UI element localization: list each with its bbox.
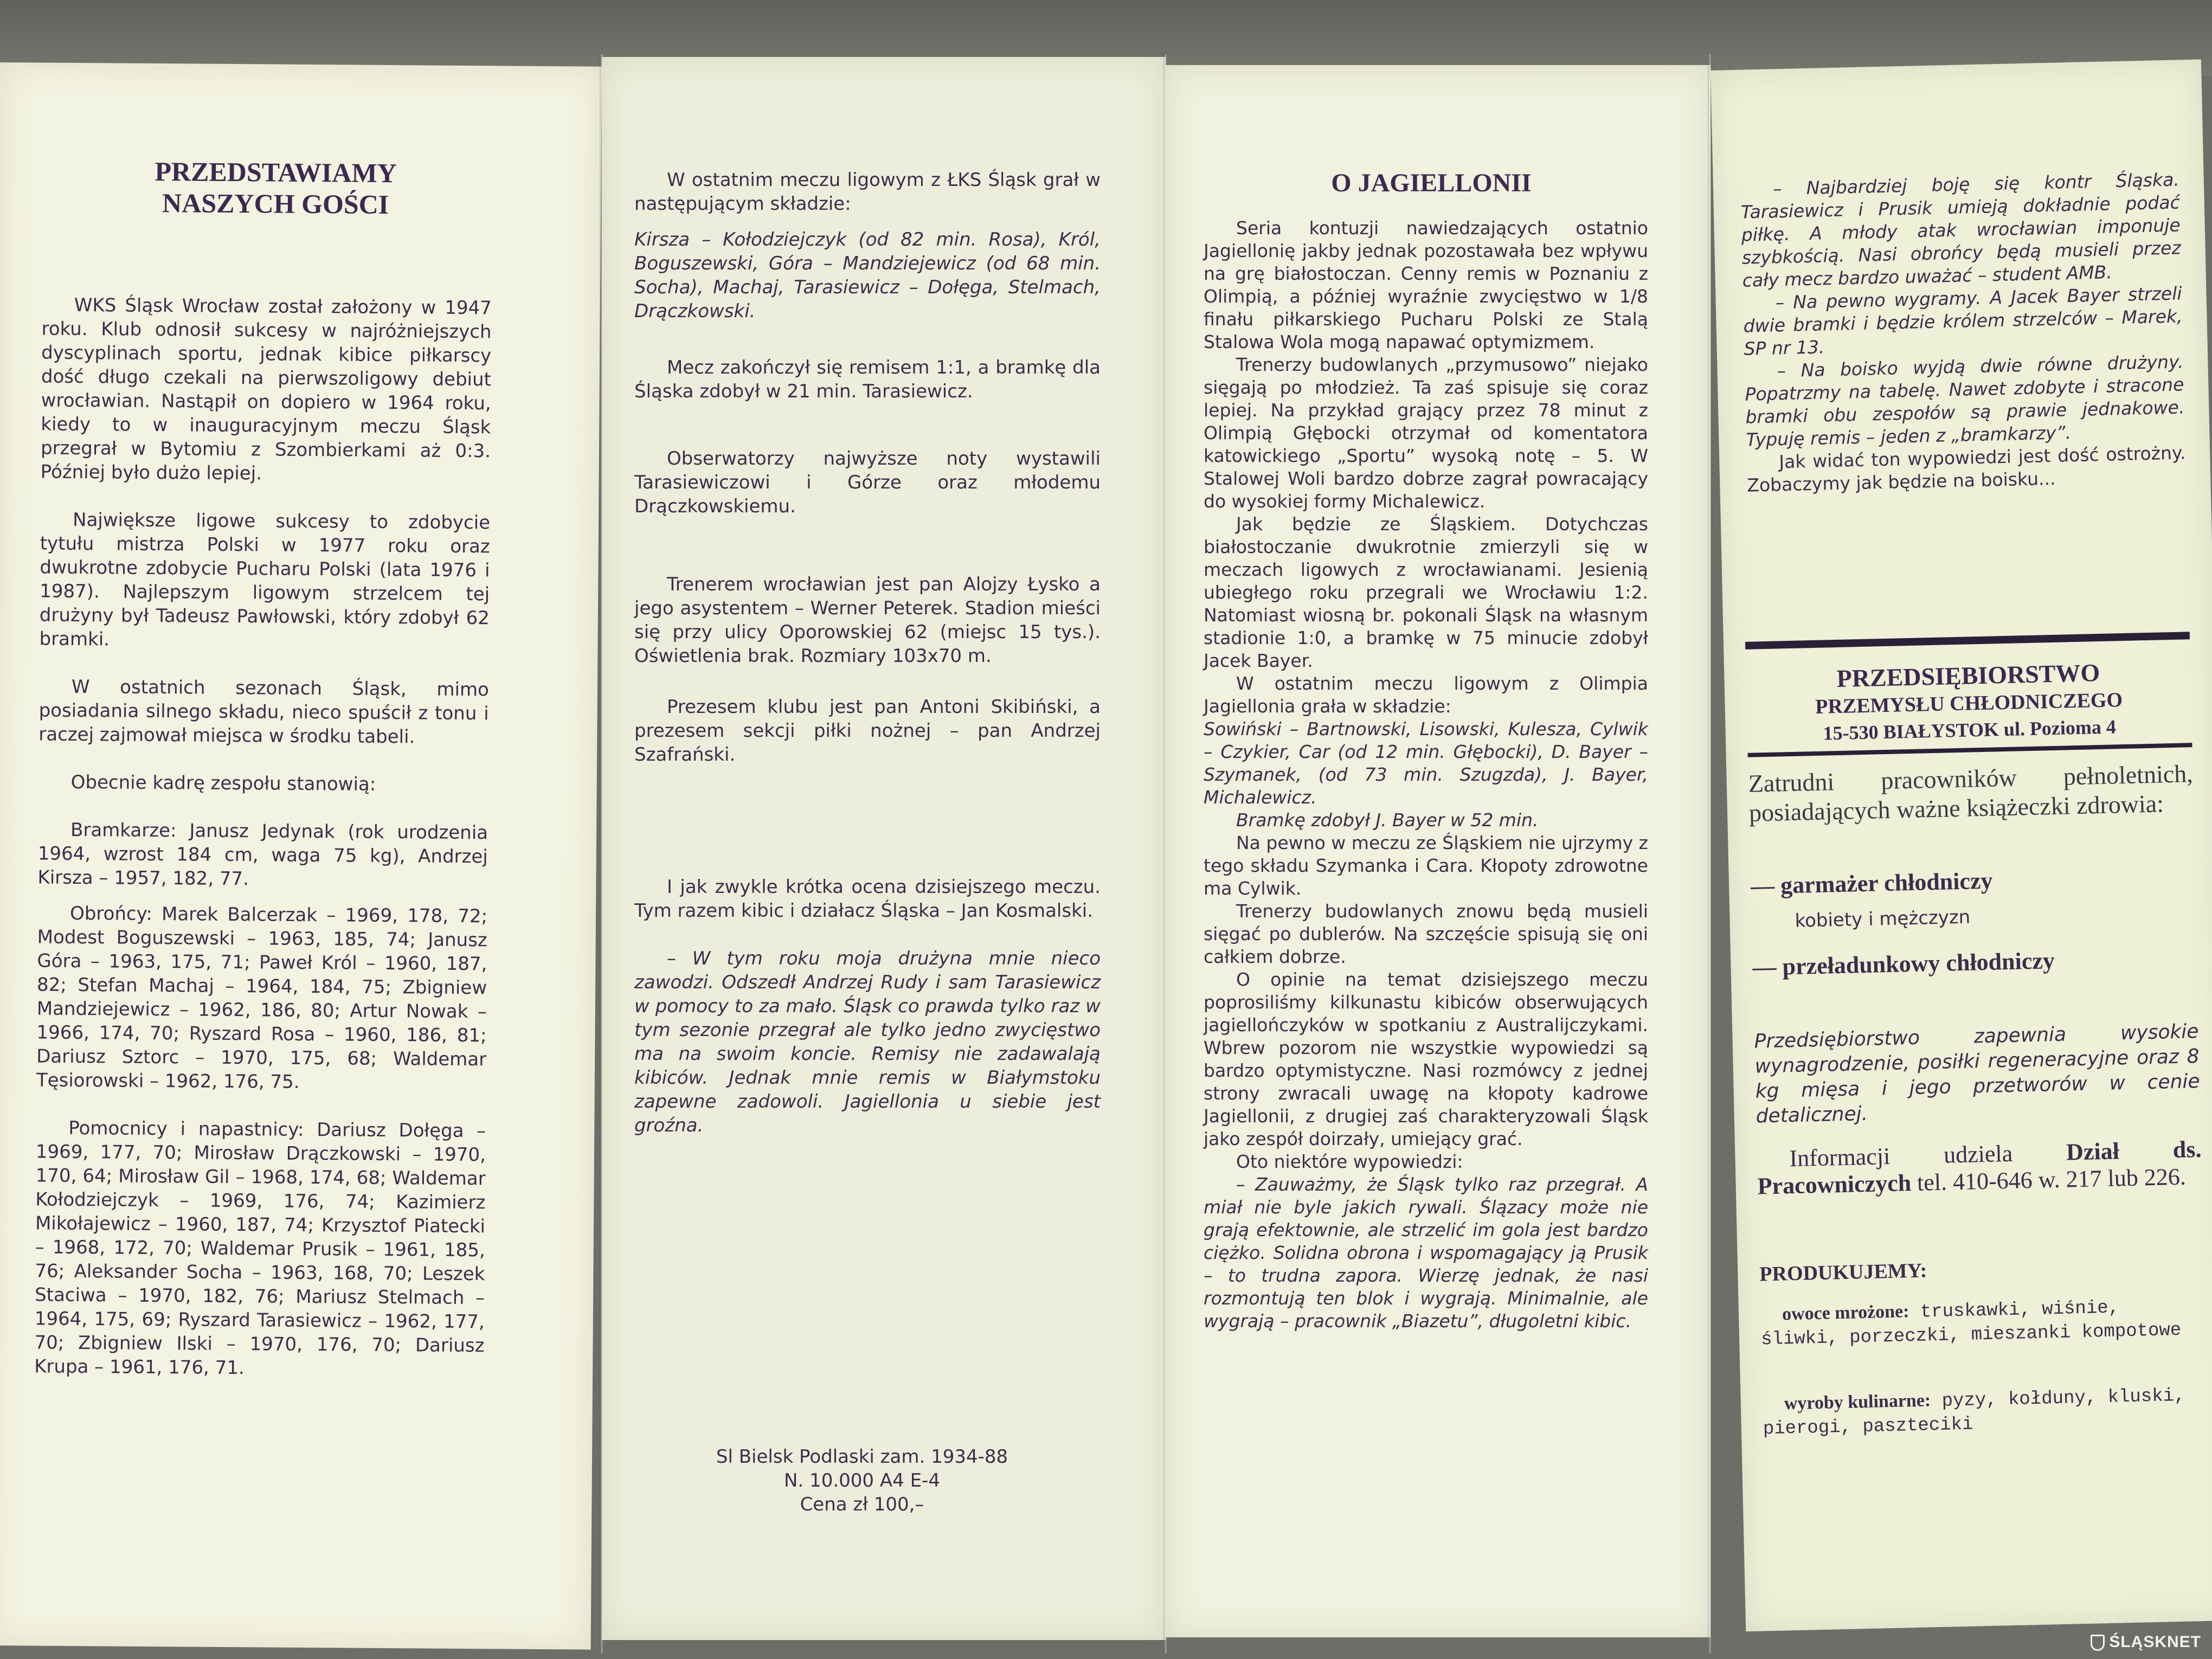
frozen-items: truskawki, wiśnie, śliwki, porzeczki, mieszanki kompotowe [1760, 1297, 2182, 1351]
head-to-head-paragraph: Jak będzie ze Śląskiem. Dotychczas białostoczanie dwukrotnie zmierzyli się w meczach ligowych z wrocławianami. Jesienią ubiegłego roku przegrali we Wrocławiu 1:2. Natomiast wiosną br. pokonali Śląsk na własnym stadionie 1:0, a bramkę w 75 minucie zdobył Jacek Bayer. [1204, 513, 1648, 671]
reserves-paragraph: Trenerzy budowlanych znowu będą musieli sięgać po dublerów. Na szczęście spisują się oni całkiem dobrze. [1204, 901, 1648, 967]
club-success-paragraph: Największe ligowe sukcesy to zdobycie tytułu mistrza Polski w 1977 roku oraz dwukrotne zdobycie Pucharu Polski (lata 1976 i 1987). Najlepszym ligowym strzelcem tej drużyny był Tadeusz Pawłowski, który zdobył 62 bramki. [39, 509, 491, 651]
best-players: Obserwatorzy najwyższe noty wystawili Tarasiewiczowi i Górze oraz młodemu Drączkowskiemu. [634, 448, 1101, 517]
goalkeepers-list: Bramkarze: Janusz Jedynak (rok urodzenia 1964, wzrost 184 cm, waga 75 kg), Andrzej Kirsza – 1957, 182, 77. [37, 819, 488, 890]
goal-scorer: Bramkę zdobył J. Bayer w 52 min. [1236, 809, 1539, 831]
coach-stadium-info: Trenerem wrocławian jest pan Alojzy Łysko a jego asystentem – Werner Peterek. Stadion mieści się przy ulicy Oporowskiej 62 (miejsc 15 tys.). Oświetlenia brak. Rozmiary 103x70 m. [634, 574, 1101, 667]
culinary-label: wyroby kulinarne: [1784, 1390, 1931, 1414]
fan-survey-paragraph: O opinie na temat dzisiejszego meczu poprosiliśmy kilkunastu kibiców obserwujących jagiellończyków w spotkaniu z Australijczykami. Wbrew pozorom nie wszystkie wypowiedzi są bardzo optymistyczne. Nasi rozmówcy z jednej strony zwracali uwagę na kłopoty kadrowe Jagiellonii, z drugiej zaś charakteryzowali Śląsk jako zespół doirzały, umiejący grać. [1204, 969, 1648, 1149]
shield-icon [2091, 1635, 2105, 1651]
fold-line [1708, 54, 1712, 1654]
ad-info-department: Dział ds. Pracowniczych [1757, 1135, 2202, 1200]
price-line: Cena zł 100,– [800, 1494, 924, 1515]
injuries-paragraph: Na pewno w meczu ze Śląskiem nie ujrzymy z tego składu Szymanka i Cara. Kłopoty zdrowotne ma Cylwik. [1204, 832, 1648, 899]
frozen-label: owoce mrożone: [1782, 1301, 1909, 1324]
slask-lineup: Kirsza – Kołodziejczyk (od 82 min. Rosa), Król, Boguszewski, Góra – Mandziejewicz (od 68 min. Socha), Machaj, Tarasiewicz – Dołęga, Stelmach, Drączkowski. [634, 229, 1101, 322]
defenders-list: Obrońcy: Marek Balcerzak – 1969, 178, 72; Modest Boguszewski – 1963, 185, 74; Janusz Góra – 1963, 175, 71; Paweł Król – 1960, 187, 82; Stefan Machaj – 1964, 184, 75; Zbigniew Mandziejewicz – 1962, 186, 80; Artur Nowak – 1966, 174, 70; Ryszard Rosa – 1960, 186, 81; Dariusz Sztorc – 1970, 175, 68; Waldemar Tęsiorowski – 1962, 176, 75. [36, 902, 488, 1093]
panel2-body [634, 168, 1101, 1161]
ad-intro: Zatrudni pracowników pełnoletnich, posiadających ważne książeczki zdrowia: [1748, 760, 2194, 827]
heading-line-1: PRZEDSTAWIAMY [155, 156, 397, 189]
job-offer-1: — garmażer chłodniczy [1750, 867, 1994, 899]
midfielders-forwards-list: Pomocnicy i napastnicy: Dariusz Dołęga – 1969, 177, 70; Mirosław Drączkowski – 1970, 170, 64; Mirosław Gil – 1968, 174, 68; Waldemar Kołodziejczyk – 1969, 176, 74; Kazimierz Mikołajewicz – 1960, 187, 74; Krzysztof Piatecki – 1968, 172, 70; Waldemar Prusik – 1961, 185, 76; Aleksander Socha – 1963, 168, 70; Leszek Staciwa – 1970, 182, 76; Mariusz Stelmach – 1964, 175, 69; Ryszard Tarasiewicz – 1962, 177, 70; Zbigniew Ilski – 1970, 176, 70; Dariusz Krupa – 1961, 176, 71. [34, 1117, 486, 1379]
panel-last-match [602, 57, 1166, 1640]
fan-quote-3: – Na pewno wygramy. A Jacek Bayer strzeli dwie bramki i będzie królem strzelców – Marek, SP nr 13. [1743, 282, 2183, 359]
print-info [672, 1445, 1052, 1516]
fan-opinion-intro: I jak zwykle krótka ocena dzisiejszego meczu. Tym razem kibic i działacz Śląska – Jan Kosmalski. [634, 876, 1101, 922]
panel-about-jagiellonia [1166, 65, 1711, 1637]
fan-quote-2: – Najbardziej boję się kontr Śląska. Tarasiewicz i Prusik umieją dokładnie podać piłkę. A młody atak wrocławian imponuje szybkością. Nasi obrońcy będą musieli przez cały mecz bardzo uważać – student AMB. [1740, 169, 2182, 291]
ad-company-subtitle: PRZEMYSŁU CHŁODNICZEGO [1815, 689, 2123, 718]
panel3-heading: O JAGIELLONII [1331, 169, 1532, 197]
print-line-2: N. 10.000 A4 E-4 [784, 1470, 940, 1491]
ad-contact-info [1757, 1136, 2202, 1200]
summary-paragraph: Jak widać ton wypowiedzi jest dość ostrożny. Zobaczymy jak będzie na boisku... [1746, 442, 2186, 496]
culinary-items: pyzy, kołduny, kluski, pierogi, paszteciki [1763, 1385, 2185, 1440]
ad-benefits: Przedsiębiorstwo zapewnia wysokie wynagrodzenie, posiłki regeneracyjne oraz 8 kg mięsa i jego przetworów w cenie detalicznej. [1754, 1020, 2200, 1128]
job-offer-1-note: kobiety i mężczyzn [1795, 906, 1971, 932]
job-offer-2: — przeładunkowy chłodniczy [1752, 947, 2055, 981]
heading-line-2: NASZYCH GOŚCI [162, 188, 389, 220]
panel4-opinions [1740, 168, 2187, 497]
last-match-intro: W ostatnim meczu ligowym z Olimpia Jagiellonia grała w składzie: [1204, 673, 1648, 717]
club-history-paragraph: WKS Śląsk Wrocław został założony w 1947 roku. Klub odnosił sukcesy w najróżniejszych dyscyplinach sportu, jednak kibice piłkarscy dość długo czekali na pierwszoligowy debiut wrocławian. Nastąpił on dopiero w 1964 roku, kiedy to w inauguracyjnym meczu Śląsk przegrał w Bytomiu z Szombierkami aż 0:3. Później było dużo lepiej. [40, 294, 492, 485]
recent-seasons-paragraph: W ostatnich sezonach Śląsk, mimo posiadania silnego składu, nieco spuścił z tonu i raczej zajmował miejsca w środku tabeli. [38, 676, 490, 748]
ad-top-rule [1745, 632, 2190, 650]
print-line-1: Sl Bielsk Podlaski zam. 1934-88 [716, 1446, 1008, 1468]
squad-intro: Obecnie kadrę zespołu stanowią: [70, 771, 376, 795]
panel-club-profile [0, 62, 602, 1650]
watermark [2091, 1633, 2201, 1651]
opinions-intro: Oto niektóre wypowiedzi: [1236, 1151, 1463, 1172]
jagiellonia-form-paragraph: Seria kontuzji nawiedzających ostatnio Jagiellonię jakby jednak pozostawała bez wpływu na grę białostoczan. Cenny remis w Poznaniu z Olimpią, a później wyraźnie zwycięstwo w 1/8 finału piłkarskiego Pucharu Polski ze Stalą Stalowa Wola mogą napawać optymizmem. [1204, 217, 1648, 352]
ad-company-name: PRZEDSIĘBIORSTWO [1836, 658, 2100, 693]
last-match-intro: W ostatnim meczu ligowym z ŁKS Śląsk grał w następującym składzie: [634, 169, 1101, 215]
panel1-body [34, 293, 492, 1382]
products-culinary [1762, 1382, 2208, 1442]
ad-address: 15-530 BIAŁYSTOK ul. Pozioma 4 [1823, 716, 2117, 744]
fan-quote-4: – Na boisko wyjdą dwie równe drużyny. Popatrzmy na tabelę. Nawet zdobyte i stracone bramki obu zespołów są prawie jednakowe. Typuję remis – jeden z „bramkarzy”. [1745, 351, 2185, 451]
match-result: Mecz zakończył się remisem 1:1, a bramkę dla Śląska zdobył w 21 min. Tarasiewicz. [634, 357, 1101, 402]
watermark-text: ŚLĄSKNET [2109, 1633, 2201, 1651]
fan-quote-1: – Zauważmy, że Śląsk tylko raz przegrał. A miał nie byle jakich rywali. Ślązacy może nie grają efektownie, ale strzelić im gola jest bardzo ciężko. Solidna obrona i wspomagający ją Prusik – to trudna zapora. Wierzę jednak, że nasi rozmontują ten blok i wygrają. Minimalnie, ale wygrają – pracownik „Biazetu”, długoletni kibic. [1204, 1174, 1648, 1332]
panel1-heading [107, 155, 444, 220]
ad-info-prefix: Informacji udziela [1789, 1139, 2067, 1172]
young-players-paragraph: Trenerzy budowlanych „przymusowo” niejako sięgają po młodzież. Ta zaś spisuje się coraz lepiej. Na przykład grający przez 78 minut z Olimpią Głębocki otrzymał od komentatora katowickiego „Sportu” wysoką notę – 5. W Stalowej Woli bardzo dobrze zagrał powracający do wysokiej formy Michalewicz. [1204, 354, 1648, 512]
jagiellonia-lineup: Sowiński – Bartnowski, Lisowski, Kulesza, Cylwik – Czykier, Car (od 12 min. Głębocki), D. Bayer – Szymanek, (od 73 min. Szugzda), J. Bayer, Michalewicz. [1204, 718, 1648, 808]
fan-opinion-quote: – W tym roku moja drużyna mnie nieco zawodzi. Odszedł Andrzej Rudy i sam Tarasiewicz w pomocy to za mało. Śląsk co prawda tylko raz w tym sezonie przegrał ale tylko jedno zwycięstwo ma na swoim koncie. Remisy nie zadawalają kibiców. Jednak mnie remis w Białymstoku zapewne zadowoli. Jagiellonia u siebie jest groźna. [634, 948, 1101, 1136]
products-heading: PRODUKUJEMY: [1759, 1259, 1927, 1286]
ad-info-phone: tel. 410-646 w. 217 lub 226. [1911, 1163, 2187, 1197]
products-frozen [1760, 1293, 2206, 1352]
panel-opinions-and-ad [1711, 59, 2212, 1631]
panel3-body [1204, 217, 1648, 1333]
club-president-info: Prezesem klubu jest pan Antoni Skibiński, a prezesem sekcji piłki nożnej – pan Andrzej Szafrański. [634, 696, 1101, 766]
